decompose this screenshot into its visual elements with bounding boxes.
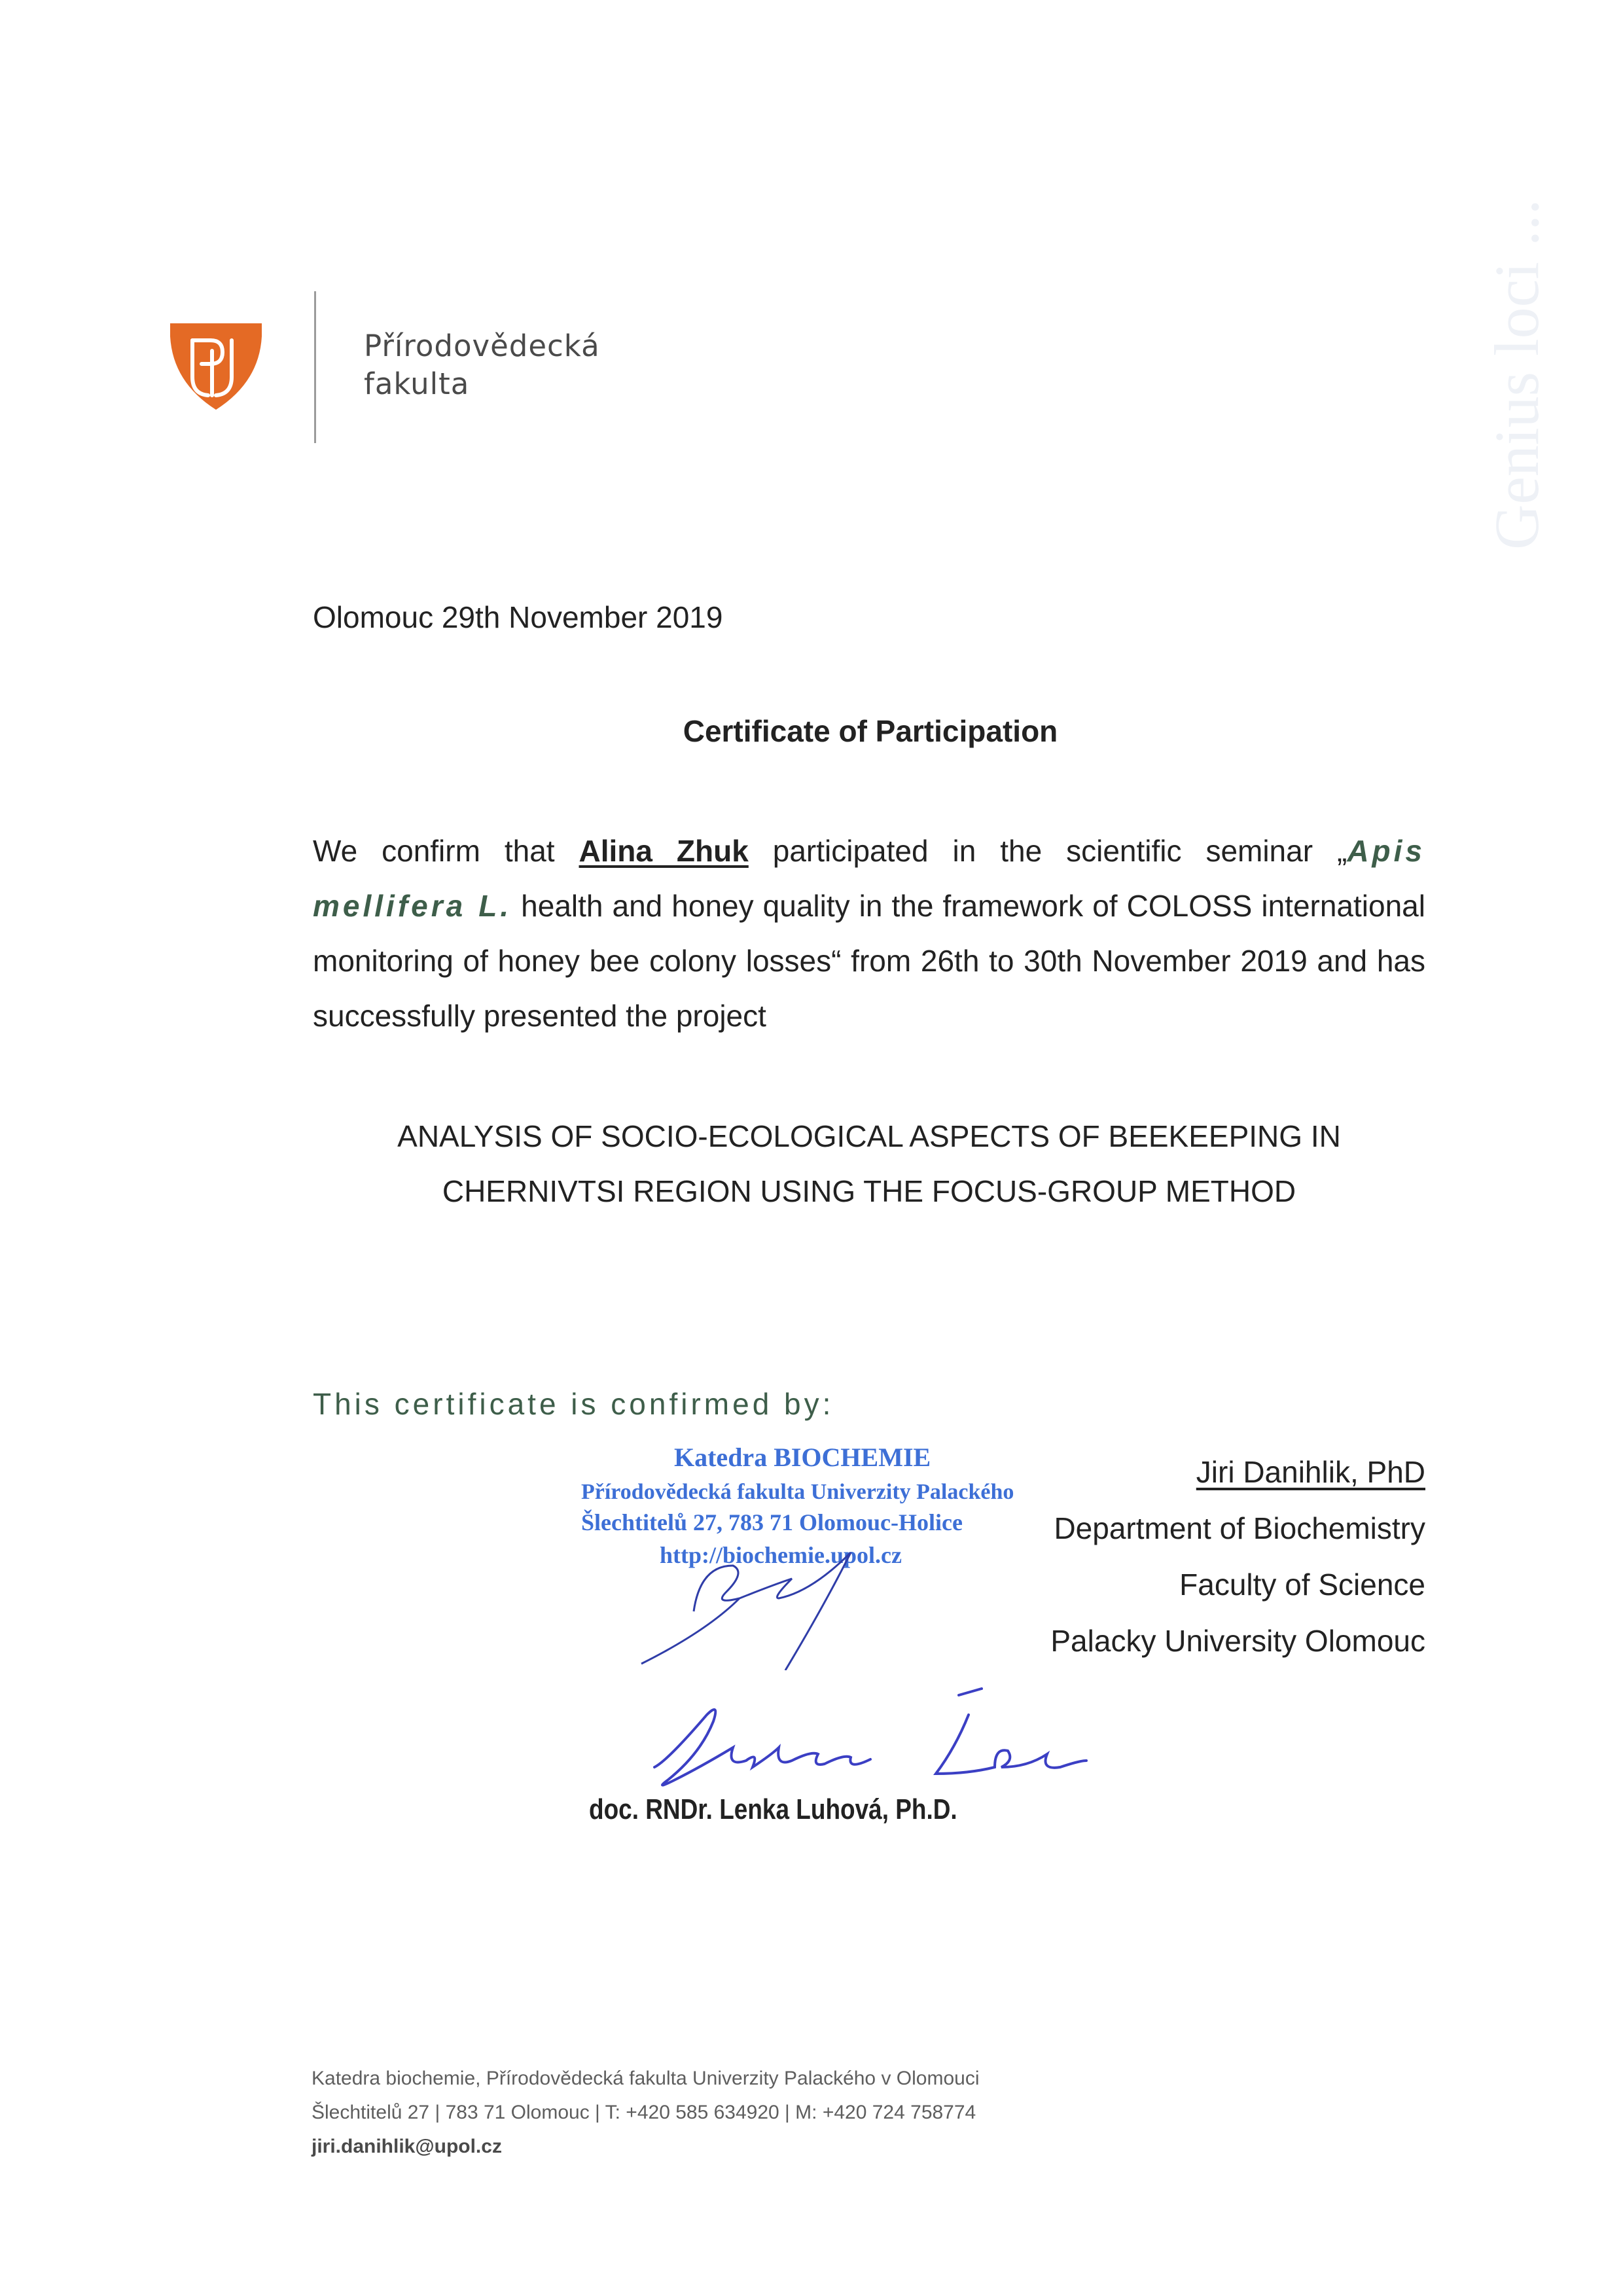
signatory-block bbox=[1050, 1444, 1425, 1669]
participant-name: Alina Zhuk bbox=[579, 834, 749, 868]
footer-address-line1: Katedra biochemie, Přírodovědecká fakulta Univerzity Palackého v Olomouci bbox=[312, 2068, 980, 2089]
certificate-title: Certificate of Participation bbox=[683, 714, 1058, 748]
signatory-name: Jiri Danihlik, PhD bbox=[1196, 1455, 1425, 1489]
letter-date: Olomouc 29th November 2019 bbox=[313, 600, 723, 634]
signatory-department: Department of Biochemistry bbox=[1054, 1511, 1425, 1545]
university-logo-icon bbox=[168, 317, 264, 414]
header-divider bbox=[314, 291, 316, 443]
footer bbox=[312, 2062, 980, 2164]
confirmation-paragraph bbox=[313, 823, 1425, 1043]
second-signatory-name: doc. RNDr. Lenka Luhová, Ph.D. bbox=[589, 1793, 957, 1825]
species-name-part1: Apis bbox=[1347, 834, 1425, 868]
footer-address-line2: Šlechtitelů 27 | 783 71 Olomouc | T: +420 585 634920 | M: +420 724 758774 bbox=[312, 2102, 976, 2123]
para-mid2: health and honey quality in the framework of COLOSS international monitoring of honey bee colony losses“ from 26th to 30th November 2019 and has successfully presented the project bbox=[313, 889, 1425, 1033]
project-title-line1: ANALYSIS OF SOCIO-ECOLOGICAL ASPECTS OF BEEKEEPING IN bbox=[397, 1119, 1341, 1153]
project-title bbox=[313, 1109, 1425, 1219]
faculty-name-line1: Přírodovědecká bbox=[364, 329, 600, 363]
svg-text:Genius loci ...: Genius loci ... bbox=[1482, 199, 1552, 550]
handwritten-signature bbox=[628, 1676, 1119, 1806]
signatory-university: Palacky University Olomouc bbox=[1050, 1624, 1425, 1658]
department-stamp bbox=[576, 1435, 1034, 1670]
svg-text:Katedra BIOCHEMIE: Katedra BIOCHEMIE bbox=[674, 1443, 931, 1472]
genius-loci-watermark bbox=[1466, 52, 1571, 563]
para-prefix: We confirm that bbox=[313, 834, 579, 868]
species-name-part2: mellifera L. bbox=[313, 889, 512, 923]
faculty-name-line2: fakulta bbox=[364, 367, 470, 401]
project-title-line2: CHERNIVTSI REGION USING THE FOCUS-GROUP METHOD bbox=[442, 1174, 1296, 1208]
para-mid1: participated in the scientific seminar „ bbox=[748, 834, 1347, 868]
signatory-faculty: Faculty of Science bbox=[1179, 1568, 1425, 1602]
faculty-name bbox=[364, 327, 600, 403]
svg-text:http://biochemie.upol.cz: http://biochemie.upol.cz bbox=[660, 1542, 902, 1568]
svg-text:Šlechtitelů 27, 783 71 Olomouc: Šlechtitelů 27, 783 71 Olomouc-Holice bbox=[581, 1509, 963, 1535]
footer-email: jiri.danihlik@upol.cz bbox=[312, 2136, 502, 2157]
confirmed-by-label: This certificate is confirmed by: bbox=[313, 1387, 834, 1421]
svg-text:Přírodovědecká fakulta Univerz: Přírodovědecká fakulta Univerzity Palackého bbox=[581, 1480, 1014, 1504]
